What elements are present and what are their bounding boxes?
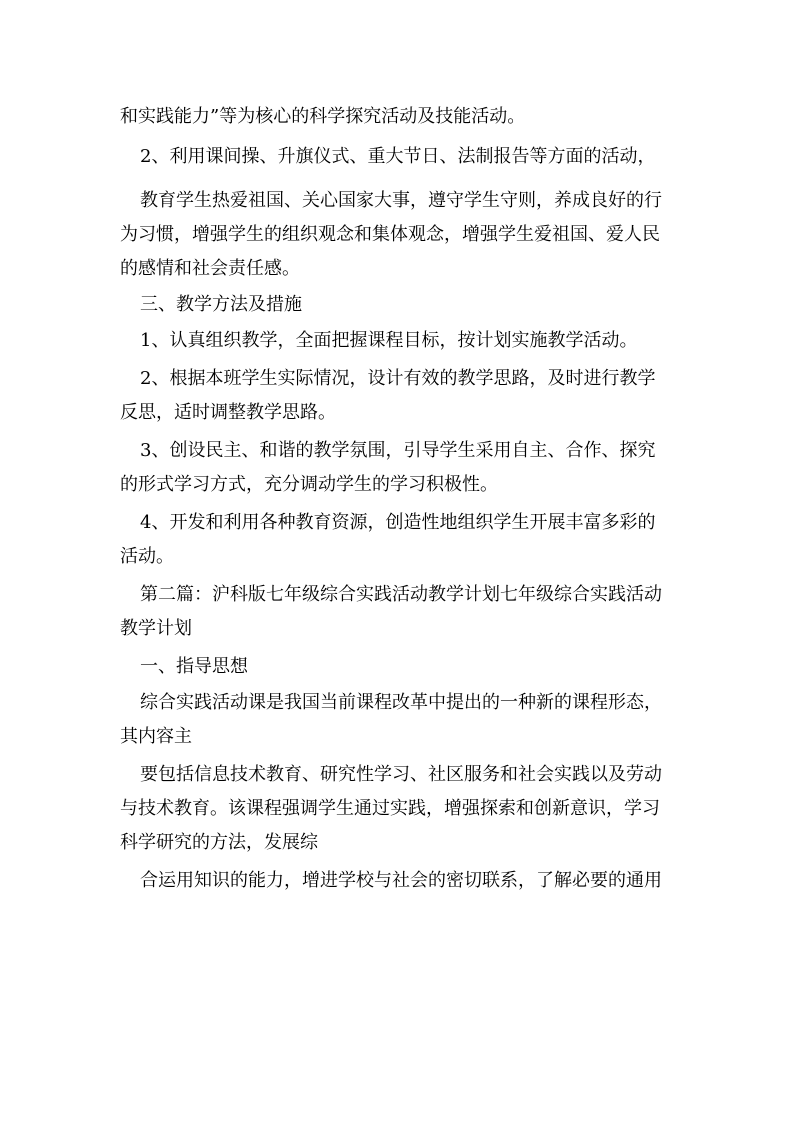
paragraph-line: 综合实践活动课是我国当前课程改革中提出的一种新的课程形态， (140, 692, 662, 713)
paragraph-line: 其内容主 (120, 726, 192, 747)
paragraph-line: 活动。 (120, 546, 174, 567)
paragraph-line: 4、开发和利用各种教育资源，创造性地组织学生开展丰富多彩的 (140, 512, 656, 533)
paragraph-line: 2、根据本班学生实际情况，设计有效的教学思路，及时进行教学 (140, 368, 656, 389)
paragraph-line: 合运用知识的能力，增进学校与社会的密切联系，了解必要的通用 (140, 870, 662, 891)
paragraph-line: 和实践能力”等为核心的科学探究活动及技能活动。 (120, 106, 526, 127)
chapter-title-continued: 教学计划 (120, 618, 192, 639)
paragraph-line: 2、利用课间操、升旗仪式、重大节日、法制报告等方面的活动， (140, 146, 656, 167)
paragraph-line: 与技术教育。该课程强调学生通过实践，增强探索和创新意识，学习 (120, 798, 660, 819)
document-body (120, 99, 680, 891)
chapter-title: 第二篇：沪科版七年级综合实践活动教学计划七年级综合实践活动 (140, 584, 662, 605)
paragraph-line: 的形式学习方式，充分调动学生的学习积极性。 (120, 474, 498, 495)
paragraph-line: 要包括信息技术教育、研究性学习、社区服务和社会实践以及劳动 (140, 764, 662, 785)
paragraph-line: 教育学生热爱祖国、关心国家大事，遵守学生守则，养成良好的行 (140, 190, 662, 211)
paragraph-line: 3、创设民主、和谐的教学氛围，引导学生采用自主、合作、探究 (140, 440, 656, 461)
paragraph-line: 反思，适时调整教学思路。 (120, 402, 336, 423)
paragraph-line: 的感情和社会责任感。 (120, 258, 300, 279)
section-heading: 一、指导思想 (140, 656, 248, 677)
section-heading: 三、教学方法及措施 (140, 294, 302, 315)
paragraph-line: 为习惯，增强学生的组织观念和集体观念，增强学生爱祖国、爱人民 (120, 224, 660, 245)
paragraph-line: 1、认真组织教学，全面把握课程目标，按计划实施教学活动。 (140, 330, 638, 351)
paragraph-line: 科学研究的方法，发展综 (120, 832, 318, 853)
